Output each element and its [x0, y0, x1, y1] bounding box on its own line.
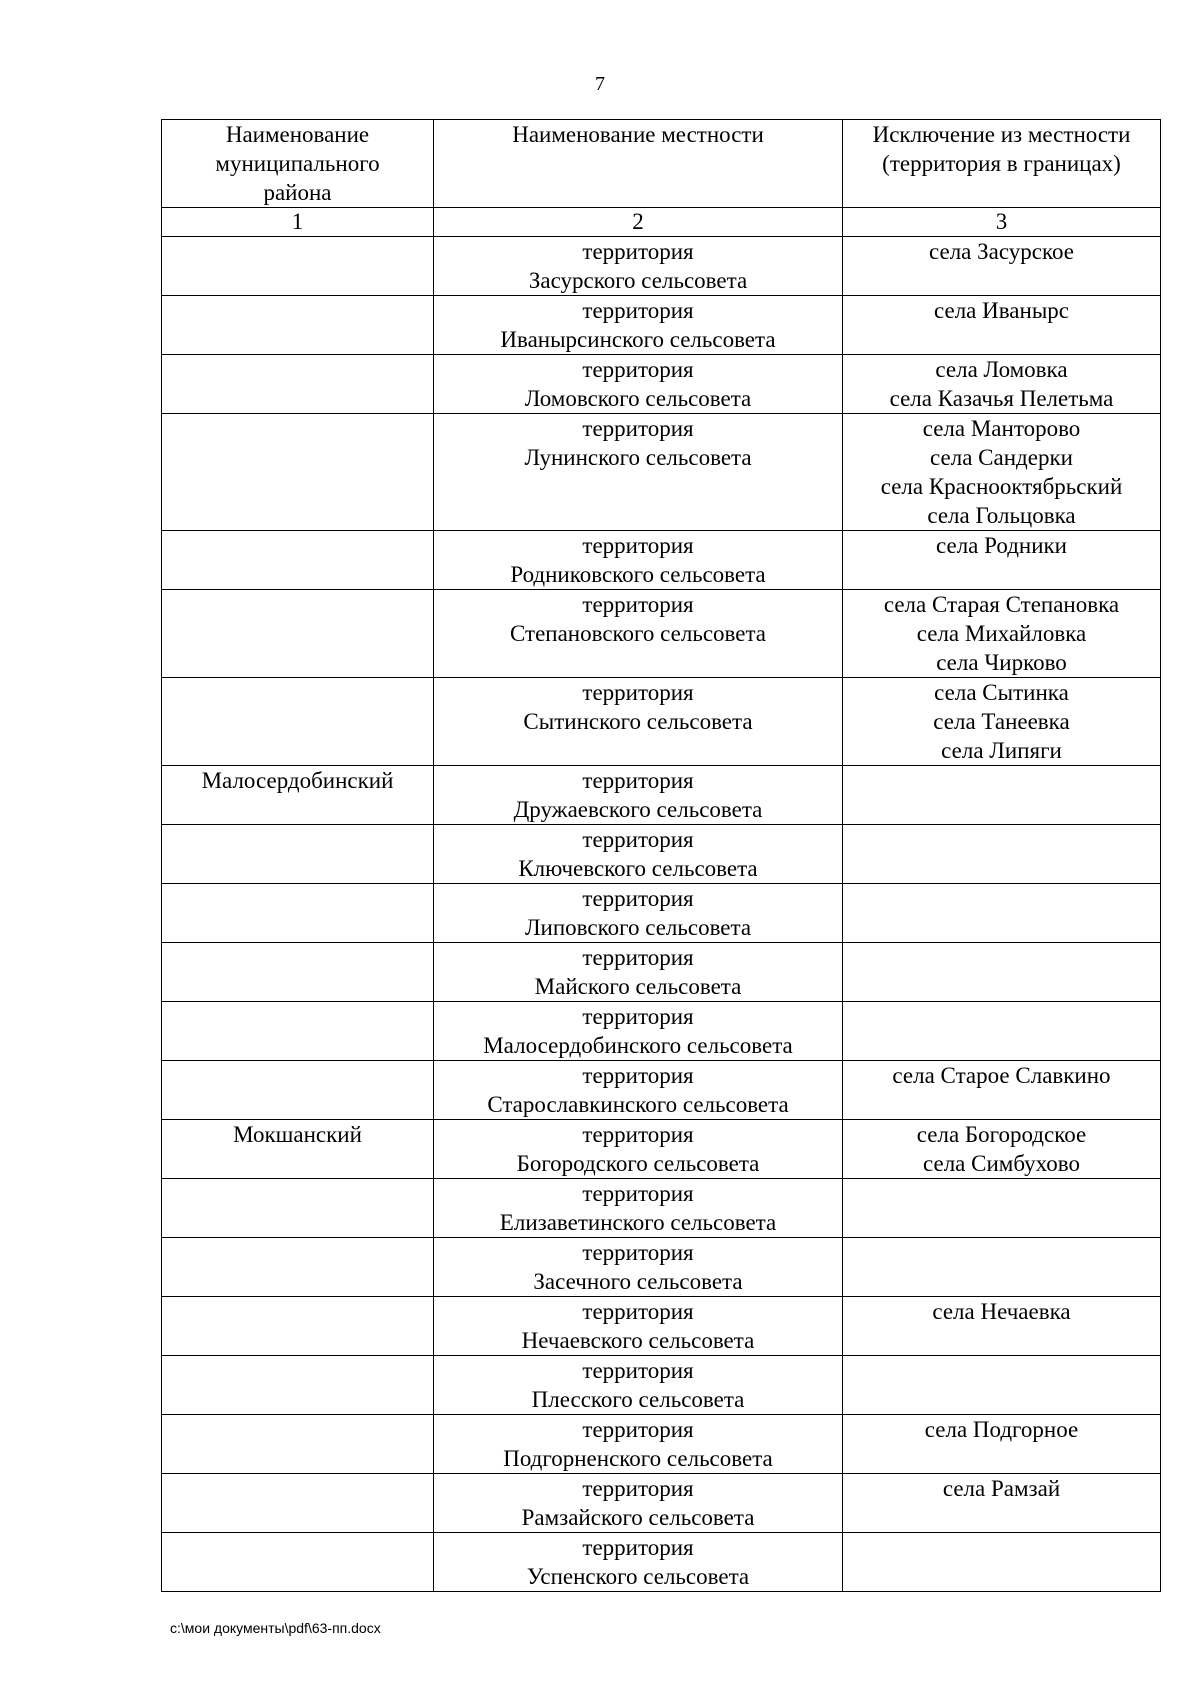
locality-line: Малосердобинского сельсовета — [483, 1033, 793, 1058]
header-district-line: Наименование — [225, 122, 370, 147]
locality-line: территория — [582, 680, 694, 705]
locality-line: территория — [582, 1358, 694, 1383]
exclusion-cell — [843, 884, 1161, 943]
locality-line: территория — [582, 1122, 694, 1147]
table-row — [162, 766, 1161, 825]
locality-line: территория — [582, 1299, 694, 1324]
locality-line: Елизаветинского сельсовета — [499, 1210, 777, 1235]
locality-cell — [434, 355, 843, 414]
locality-line: Засурского сельсовета — [528, 268, 748, 293]
locality-line: территория — [582, 827, 694, 852]
table-row — [162, 884, 1161, 943]
locality-cell — [434, 237, 843, 296]
locality-cell — [434, 414, 843, 531]
locality-line: территория — [582, 592, 694, 617]
column-number: 3 — [843, 208, 1161, 237]
exclusion-line: села Казачья Пелетьма — [889, 386, 1114, 411]
district-cell — [162, 1179, 434, 1238]
exclusion-line: села Иваныpс — [934, 298, 1069, 323]
locality-line: Лунинского сельсовета — [524, 445, 752, 470]
locality-line: Засечного сельсовета — [533, 1269, 743, 1294]
district-cell — [162, 1356, 434, 1415]
locality-line: территория — [582, 357, 694, 382]
locality-line: территория — [582, 1535, 694, 1560]
exclusion-line: села Танеевка — [933, 709, 1070, 734]
locality-cell — [434, 678, 843, 766]
district-cell — [162, 1474, 434, 1533]
exclusion-cell — [843, 531, 1161, 590]
table-row — [162, 1297, 1161, 1356]
locality-line: Иванырсинского сельсовета — [500, 327, 776, 352]
locality-cell — [434, 825, 843, 884]
exclusion-line: села Старое Славкино — [892, 1063, 1111, 1088]
locality-cell — [434, 1061, 843, 1120]
exclusion-cell — [843, 414, 1161, 531]
exclusion-line: села Сытинка — [934, 680, 1069, 705]
locality-line: территория — [582, 768, 694, 793]
locality-line: Липовского сельсовета — [524, 915, 752, 940]
exclusion-cell — [843, 590, 1161, 678]
district-cell — [162, 414, 434, 531]
locality-line: Рамзайского сельсовета — [521, 1505, 755, 1530]
district-cell — [162, 531, 434, 590]
locality-cell — [434, 1356, 843, 1415]
exclusion-line: села Рамзай — [942, 1476, 1061, 1501]
locality-line: Нечаевского сельсовета — [521, 1328, 755, 1353]
locality-line: Старославкинского сельсовета — [487, 1092, 789, 1117]
column-number: 2 — [434, 208, 843, 237]
locality-cell — [434, 1120, 843, 1179]
locality-line: территория — [582, 1004, 694, 1029]
table-row — [162, 296, 1161, 355]
file-path-footer: c:\мои документы\pdf\63-пп.docx — [170, 1620, 381, 1636]
district-cell — [162, 1297, 434, 1356]
district-cell — [162, 1415, 434, 1474]
locality-cell — [434, 1238, 843, 1297]
exclusion-cell — [843, 1002, 1161, 1061]
locality-line: Плесского сельсовета — [531, 1387, 745, 1412]
column-number-row — [162, 208, 1161, 237]
table-row — [162, 531, 1161, 590]
locality-line: Богородского сельсовета — [516, 1151, 760, 1176]
exclusion-cell — [843, 1179, 1161, 1238]
exclusion-cell — [843, 237, 1161, 296]
table-row — [162, 943, 1161, 1002]
exclusion-line: села Подгорное — [924, 1417, 1079, 1442]
exclusion-cell — [843, 355, 1161, 414]
locality-line: Ломовского сельсовета — [524, 386, 752, 411]
district-cell — [162, 237, 434, 296]
table-row — [162, 678, 1161, 766]
locality-cell — [434, 531, 843, 590]
exclusion-cell — [843, 766, 1161, 825]
locality-line: территория — [582, 886, 694, 911]
exclusion-line: села Старая Степановка — [883, 592, 1120, 617]
locality-cell — [434, 1179, 843, 1238]
exclusion-cell — [843, 1120, 1161, 1179]
district-cell — [162, 1061, 434, 1120]
locality-line: территория — [582, 1476, 694, 1501]
header-district-line: муниципального — [215, 151, 380, 176]
locality-line: территория — [582, 1417, 694, 1442]
exclusion-line: села Нечаевка — [932, 1299, 1071, 1324]
locality-cell — [434, 1415, 843, 1474]
district-cell: Мокшанский — [162, 1120, 434, 1179]
locality-line: Дружаевского сельсовета — [513, 797, 763, 822]
district-cell — [162, 590, 434, 678]
district-cell — [162, 678, 434, 766]
table-body — [162, 237, 1161, 1592]
district-cell — [162, 1002, 434, 1061]
exclusion-line: села Краснооктябрьский — [880, 474, 1123, 499]
exclusion-line: села Михайловка — [916, 621, 1087, 646]
locality-line: Степановского сельсовета — [509, 621, 767, 646]
locality-line: территория — [582, 298, 694, 323]
exclusion-line: села Родники — [936, 533, 1067, 558]
locality-line: территория — [582, 533, 694, 558]
district-cell — [162, 355, 434, 414]
locality-line: Ключевского сельсовета — [518, 856, 758, 881]
table-row — [162, 1002, 1161, 1061]
exclusion-line: села Манторово — [922, 416, 1081, 441]
locality-line: территория — [582, 1063, 694, 1088]
locality-cell — [434, 1533, 843, 1592]
header-exclusion — [843, 120, 1161, 208]
table-row — [162, 825, 1161, 884]
locality-line: Подгорненского сельсовета — [503, 1446, 773, 1471]
locality-cell — [434, 1474, 843, 1533]
page-number: 7 — [595, 73, 605, 95]
locality-line: Сытинского сельсовета — [523, 709, 753, 734]
exclusion-line: села Сандерки — [930, 445, 1073, 470]
locality-line: Успенского сельсовета — [526, 1564, 750, 1589]
locality-line: территория — [582, 416, 694, 441]
table-row — [162, 414, 1161, 531]
header-district — [162, 120, 434, 208]
locality-cell — [434, 766, 843, 825]
table-row — [162, 1061, 1161, 1120]
table-row — [162, 237, 1161, 296]
table-row — [162, 1533, 1161, 1592]
exclusion-line: села Симбухово — [923, 1151, 1080, 1176]
exclusion-cell — [843, 1415, 1161, 1474]
district-cell — [162, 825, 434, 884]
locality-line: территория — [582, 1240, 694, 1265]
exclusion-cell — [843, 678, 1161, 766]
exclusion-line: села Ломовка — [935, 357, 1068, 382]
district-cell: Малосердобинский — [162, 766, 434, 825]
exclusion-line: села Гольцовка — [927, 503, 1076, 528]
header-exclusion-line: Исключение из местности — [872, 122, 1131, 147]
exclusion-cell — [843, 1356, 1161, 1415]
locality-cell — [434, 1002, 843, 1061]
locality-line: территория — [582, 1181, 694, 1206]
table-row — [162, 355, 1161, 414]
locality-line: территория — [582, 945, 694, 970]
header-exclusion-line: (территория в границах) — [882, 151, 1121, 176]
table-row — [162, 1179, 1161, 1238]
column-number: 1 — [162, 208, 434, 237]
exclusion-cell — [843, 1474, 1161, 1533]
district-cell — [162, 884, 434, 943]
locality-cell — [434, 943, 843, 1002]
exclusion-line: села Богородское — [916, 1122, 1087, 1147]
locality-cell — [434, 296, 843, 355]
exclusion-cell — [843, 1061, 1161, 1120]
locality-line: территория — [582, 239, 694, 264]
exclusion-cell — [843, 1533, 1161, 1592]
exclusion-line: села Липяги — [941, 738, 1062, 763]
header-locality-line: Наименование местности — [512, 122, 764, 147]
district-cell — [162, 943, 434, 1002]
district-cell — [162, 1533, 434, 1592]
locality-line: Родниковского сельсовета — [510, 562, 766, 587]
locality-line: Майского сельсовета — [534, 974, 742, 999]
table-header-row — [162, 120, 1161, 208]
exclusion-cell — [843, 1297, 1161, 1356]
exclusion-line: села Засурское — [929, 239, 1074, 264]
table-row — [162, 1238, 1161, 1297]
table-row — [162, 1415, 1161, 1474]
exclusion-cell — [843, 943, 1161, 1002]
district-cell — [162, 296, 434, 355]
exclusion-cell — [843, 1238, 1161, 1297]
locality-cell — [434, 1297, 843, 1356]
exclusion-cell — [843, 825, 1161, 884]
exclusion-cell — [843, 296, 1161, 355]
district-cell — [162, 1238, 434, 1297]
locality-table — [161, 119, 1161, 1592]
table-row — [162, 1356, 1161, 1415]
exclusion-line: села Чирково — [936, 650, 1067, 675]
header-locality — [434, 120, 843, 208]
locality-cell — [434, 590, 843, 678]
header-district-line: района — [263, 180, 332, 205]
table-row — [162, 1474, 1161, 1533]
table-row — [162, 590, 1161, 678]
table-row — [162, 1120, 1161, 1179]
locality-cell — [434, 884, 843, 943]
